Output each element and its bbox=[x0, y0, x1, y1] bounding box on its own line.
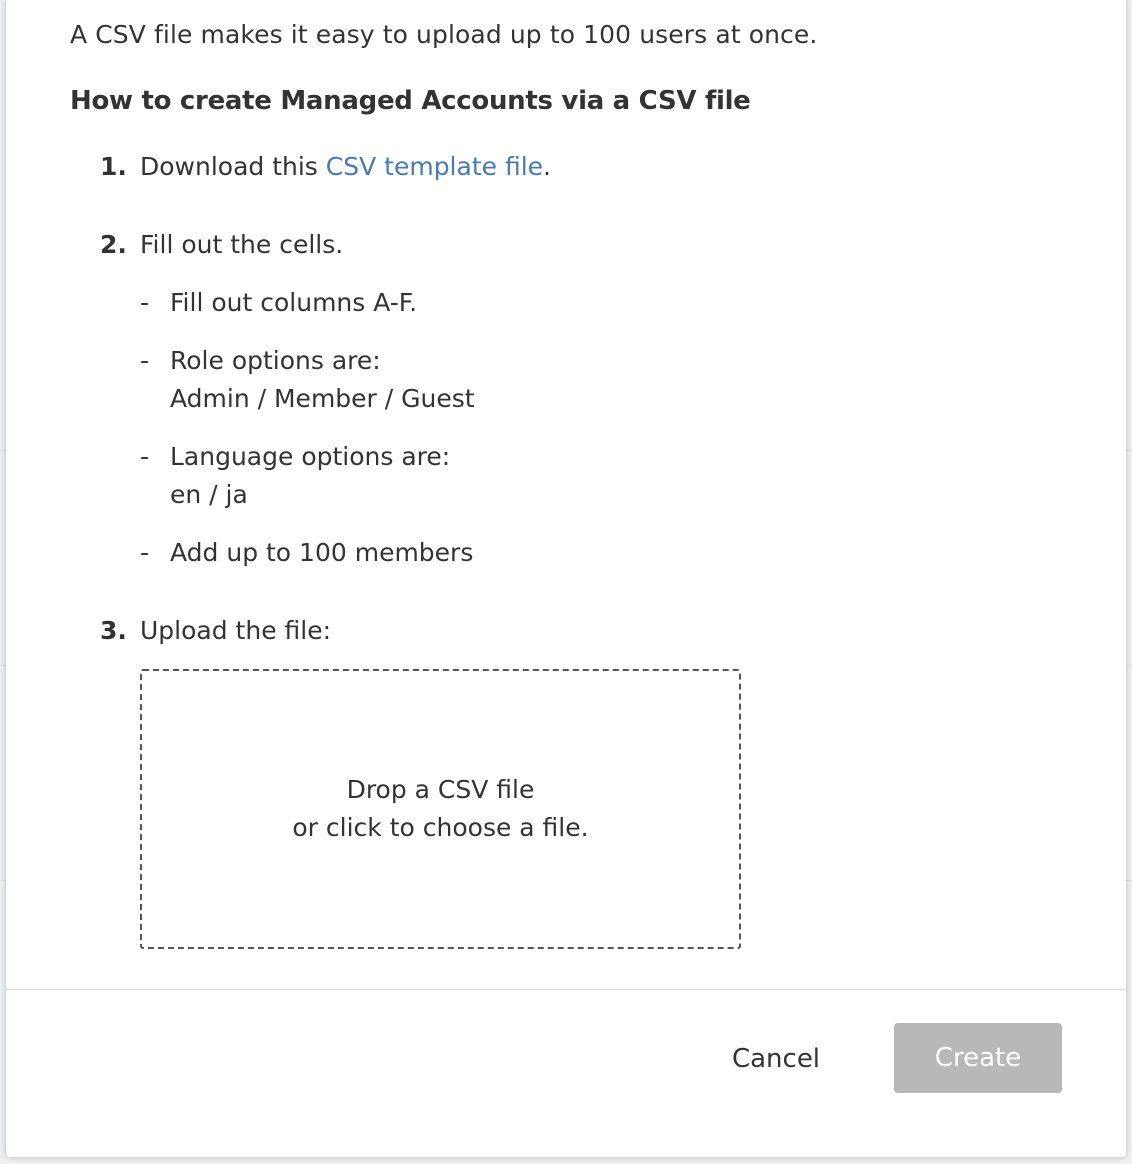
dropzone-label bbox=[292, 771, 588, 847]
step-1-prefix: Download this bbox=[140, 152, 326, 181]
subitem-role-options bbox=[140, 342, 475, 418]
step-2-text: Fill out the cells. bbox=[140, 230, 344, 259]
subitem-text: Fill out columns A-F. bbox=[170, 288, 418, 317]
csv-dropzone[interactable] bbox=[140, 669, 741, 949]
backdrop-divider bbox=[1126, 880, 1132, 881]
csv-template-link[interactable]: CSV template file bbox=[325, 152, 544, 181]
subitem-columns bbox=[140, 284, 417, 322]
subitem-text: Role options are: bbox=[170, 346, 381, 375]
backdrop-divider bbox=[1126, 450, 1132, 451]
step-number: 2. bbox=[100, 230, 127, 259]
step-3-text: Upload the file: bbox=[140, 616, 332, 645]
subitem-values: en / ja bbox=[170, 480, 248, 509]
footer-divider bbox=[6, 989, 1126, 990]
subitem-text: Language options are: bbox=[170, 442, 451, 471]
backdrop-divider bbox=[1126, 665, 1132, 666]
cancel-button[interactable]: Cancel bbox=[718, 1025, 834, 1093]
intro-text: A CSV file makes it easy to upload up to 100 users at once. bbox=[70, 20, 818, 49]
step-number: 3. bbox=[100, 616, 127, 645]
step-1 bbox=[100, 148, 551, 186]
subitem-values: Admin / Member / Guest bbox=[170, 384, 475, 413]
dropzone-line-2: or click to choose a file. bbox=[292, 813, 589, 842]
bullet-dash: - bbox=[140, 346, 150, 375]
bullet-dash: - bbox=[140, 442, 150, 471]
create-button[interactable]: Create bbox=[894, 1023, 1062, 1093]
bullet-dash: - bbox=[140, 538, 150, 567]
bullet-dash: - bbox=[140, 288, 150, 317]
step-3 bbox=[100, 612, 331, 650]
subitem-language-options bbox=[140, 438, 450, 514]
step-2 bbox=[100, 226, 343, 264]
import-users-modal bbox=[6, 0, 1126, 1157]
step-number: 1. bbox=[100, 152, 127, 181]
subitem-member-limit bbox=[140, 534, 473, 572]
instructions-heading: How to create Managed Accounts via a CSV file bbox=[70, 86, 751, 116]
dropzone-line-1: Drop a CSV file bbox=[346, 775, 535, 804]
step-1-suffix: . bbox=[543, 152, 551, 181]
subitem-text: Add up to 100 members bbox=[170, 538, 474, 567]
